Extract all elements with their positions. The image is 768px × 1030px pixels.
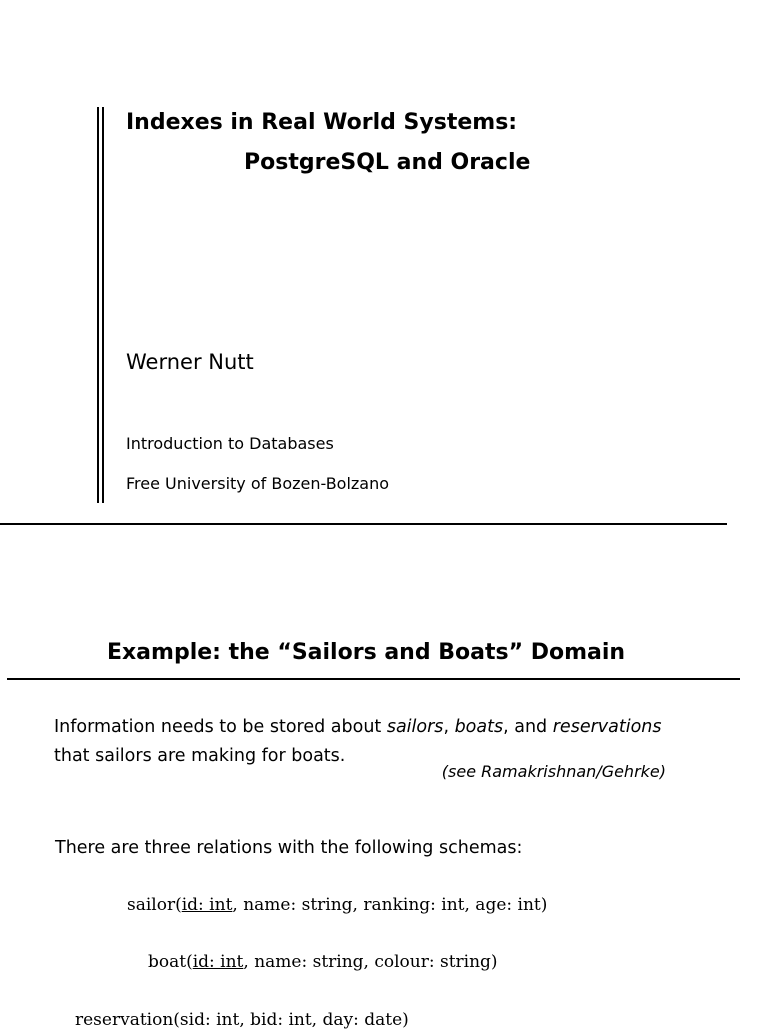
para-sep-2: , and bbox=[503, 717, 553, 737]
para-text-2: that sailors are making for boats. bbox=[54, 746, 346, 766]
slide-title-line-1: Indexes in Real World Systems: bbox=[126, 110, 518, 135]
sailor-schema bbox=[127, 895, 547, 915]
author-name: Werner Nutt bbox=[126, 350, 254, 374]
para-em-sailors: sailors bbox=[386, 717, 444, 737]
sailor-schema-rest: , name: string, ranking: int, age: int) bbox=[232, 895, 548, 915]
para-sep-1: , bbox=[443, 717, 455, 737]
boat-schema bbox=[148, 952, 498, 972]
slide-separator-rule bbox=[0, 523, 727, 525]
para-em-reservations: reservations bbox=[552, 717, 662, 737]
university-name: Free University of Bozen-Bolzano bbox=[126, 474, 390, 493]
sailor-schema-key: id: int bbox=[181, 895, 233, 915]
slide-heading: Example: the “Sailors and Boats” Domain bbox=[106, 640, 626, 665]
sailor-schema-prefix: sailor( bbox=[127, 895, 182, 915]
slide-title-line-2: PostgreSQL and Oracle bbox=[244, 150, 531, 175]
para-em-boats: boats bbox=[454, 717, 504, 737]
course-name: Introduction to Databases bbox=[126, 434, 334, 453]
reservation-schema: reservation(sid: int, bid: int, day: date) bbox=[75, 1010, 409, 1030]
citation: (see Ramakrishnan/Gehrke) bbox=[441, 762, 666, 781]
boat-schema-rest: , name: string, colour: string) bbox=[243, 952, 498, 972]
heading-underline-rule bbox=[7, 678, 740, 680]
boat-schema-prefix: boat( bbox=[148, 952, 193, 972]
left-double-bar-inner bbox=[102, 107, 104, 503]
relations-intro: There are three relations with the following schemas: bbox=[55, 838, 523, 858]
boat-schema-key: id: int bbox=[192, 952, 244, 972]
para-text-1: Information needs to be stored about bbox=[54, 717, 387, 737]
left-double-bar-outer bbox=[97, 107, 99, 503]
